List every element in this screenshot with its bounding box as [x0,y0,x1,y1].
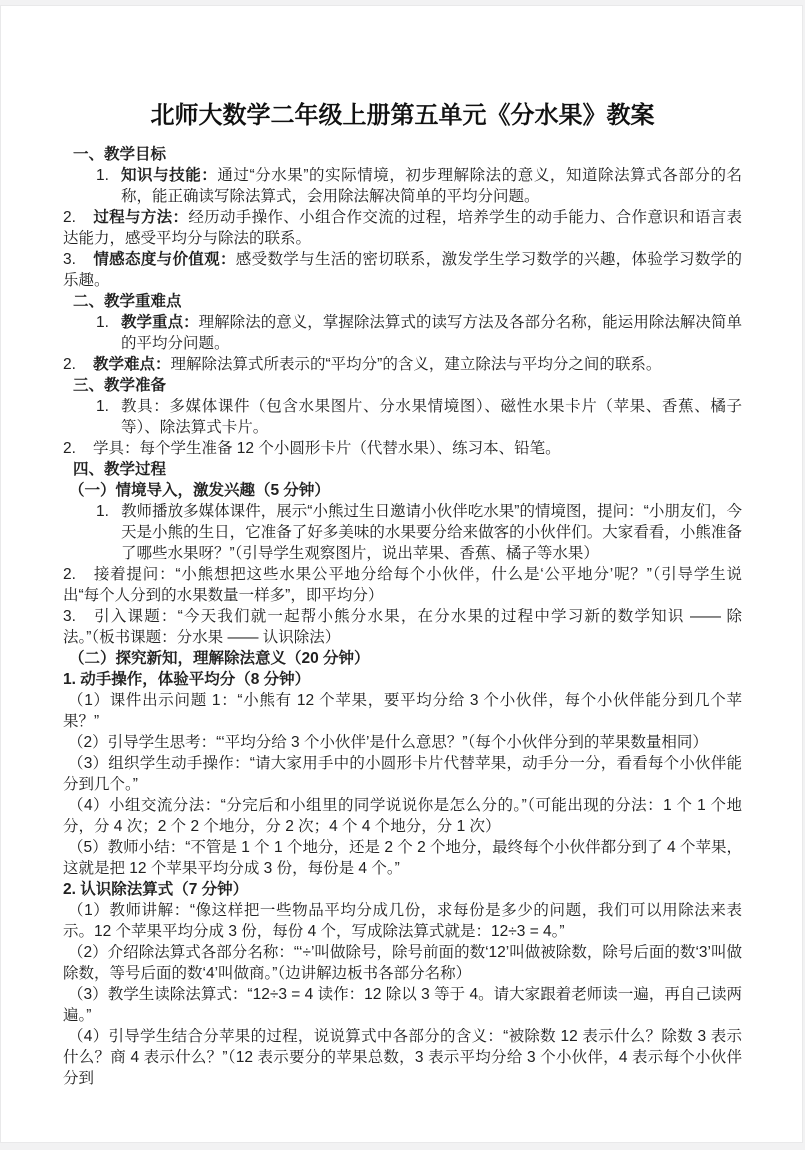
list-lead: 教学重点： [121,314,199,331]
paragraph [63,249,742,291]
subsection-heading-intro: （一）情境导入，激发兴趣（5 分钟） [69,482,330,499]
section-heading-objectives: 一、教学目标 [73,146,167,163]
paragraph [63,438,742,459]
list-text: 理解除法的意义，掌握除法算式的读写方法及各部分名称，能运用除法解决简单的平均分问题。 [121,314,742,352]
paragraph-text: （2）介绍除法算式各部分名称：“‘÷’叫做除号，除号前面的数‘12’叫做被除数，除号后面的数‘3’叫做除数，等号后面的数‘4’叫做商。”（边讲解边板书各部分名称） [63,944,742,982]
list-text: 经历动手操作、小组合作交流的过程，培养学生的动手能力、合作意识和语言表达能力，感受平均分与除法的联系。 [63,209,742,247]
list-number: 3. [63,251,76,268]
list-number: 1. [96,503,109,520]
paragraph-text: （4）引导学生结合分苹果的过程，说说算式中各部分的含义：“被除数 12 表示什么？除数 3 表示什么？商 4 表示什么？”（12 表示要分的苹果总数，3 表示平均分给 3 个小伙伴，4 表示每个小伙伴分到 [63,1028,742,1087]
paragraph [63,732,742,753]
list-item [63,396,742,438]
list-number: 3. [63,608,76,625]
paragraph [63,690,742,732]
sub-subsection-heading-division-expression: 2. 认识除法算式（7 分钟） [63,881,249,898]
paragraph-text: （2）引导学生思考：“‘平均分给 3 个小伙伴’是什么意思？”（每个小伙伴分到的苹果数量相同） [68,734,708,751]
list-item [63,165,742,207]
list-item [63,312,742,354]
paragraph-text: （3）教学生读除法算式：“12÷3 = 4 读作：12 除以 3 等于 4。请大家跟着老师读一遍，再自己读两遍。” [63,986,742,1024]
paragraph-text: （1）教师讲解：“像这样把一些物品平均分成几份，求每份是多少的问题，我们可以用除法来表示。12 个苹果平均分成 3 份，每份 4 个，写成除法算式就是：12÷3 = 4。” [63,902,742,940]
list-text: 接着提问：“小熊想把这些水果公平地分给每个小伙伴，什么是‘公平地分’呢？”（引导学生说出“每个人分到的水果数量一样多”，即平均分） [63,566,742,604]
list-item [63,501,742,564]
paragraph [63,753,742,795]
paragraph [63,354,742,375]
list-text: 理解除法算式所表示的“平均分”的含义，建立除法与平均分之间的联系。 [170,356,662,373]
list-text: 引入课题：“今天我们就一起帮小熊分水果，在分水果的过程中学习新的数学知识 —— 除法。”（板书课题：分水果 —— 认识除法） [63,608,742,646]
document-title: 北师大数学二年级上册第五单元《分水果》教案 [150,102,655,129]
paragraph [63,606,742,648]
list-number: 1. [96,398,109,415]
list-number: 2. [63,440,76,457]
list-number: 2. [63,209,76,226]
paragraph [63,795,742,837]
list-lead: 知识与技能： [121,167,218,184]
paragraph [63,837,742,879]
document-body [1,6,802,1089]
paragraph-text: （1）课件出示问题 1：“小熊有 12 个苹果，要平均分给 3 个小伙伴，每个小伙伴能分到几个苹果？” [63,692,742,730]
sub-subsection-heading-hands-on: 1. 动手操作，体验平均分（8 分钟） [63,671,311,688]
section-heading-key-points: 二、教学重难点 [73,293,182,310]
list-number: 2. [63,566,76,583]
paragraph [63,984,742,1026]
paragraph [63,1026,742,1089]
paragraph [63,564,742,606]
list-lead: 过程与方法： [93,209,189,226]
list-text: 感受数学与生活的密切联系，激发学生学习数学的兴趣，体验学习数学的乐趣。 [63,251,742,289]
paragraph-text: （5）教师小结：“不管是 1 个 1 个地分，还是 2 个 2 个地分，最终每个小伙伴都分到了 4 个苹果，这就是把 12 个苹果平均分成 3 份，每份是 4 个。” [63,839,742,877]
list-text: 学具：每个学生准备 12 个小圆形卡片（代替水果）、练习本、铅笔。 [93,440,561,457]
list-lead: 教学难点： [93,356,171,373]
section-heading-process: 四、教学过程 [73,461,167,478]
list-text: 教具：多媒体课件（包含水果图片、分水果情境图）、磁性水果卡片（苹果、香蕉、橘子等）、除法算式卡片。 [121,398,742,436]
list-lead: 情感态度与价值观： [93,251,236,268]
paragraph [63,900,742,942]
paragraph-text: （4）小组交流分法：“分完后和小组里的同学说说你是怎么分的。”（可能出现的分法：1 个 1 个地分，分 4 次；2 个 2 个地分，分 2 次；4 个 4 个地分，分 1 次） [63,797,742,835]
list-text: 教师播放多媒体课件，展示“小熊过生日邀请小伙伴吃水果”的情境图，提问：“小朋友们，今天是小熊的生日，它准备了好多美味的水果要分给来做客的小伙伴们。大家看看，小熊准备了哪些水果呀？”（引导学生观察图片，说出苹果、香蕉、橘子等水果） [121,503,742,562]
paragraph [63,207,742,249]
paragraph [63,942,742,984]
list-text: 通过“分水果”的实际情境，初步理解除法的意义，知道除法算式各部分的名称，能正确读写除法算式，会用除法解决简单的平均分问题。 [121,167,742,205]
subsection-heading-explore: （二）探究新知，理解除法意义（20 分钟） [69,650,370,667]
list-number: 2. [63,356,76,373]
section-heading-preparation: 三、教学准备 [73,377,167,394]
list-number: 1. [96,314,109,331]
paragraph-text: （3）组织学生动手操作：“请大家用手中的小圆形卡片代替苹果，动手分一分，看看每个小伙伴能分到几个。” [63,755,742,793]
document-page [0,5,803,1143]
list-number: 1. [96,167,109,184]
